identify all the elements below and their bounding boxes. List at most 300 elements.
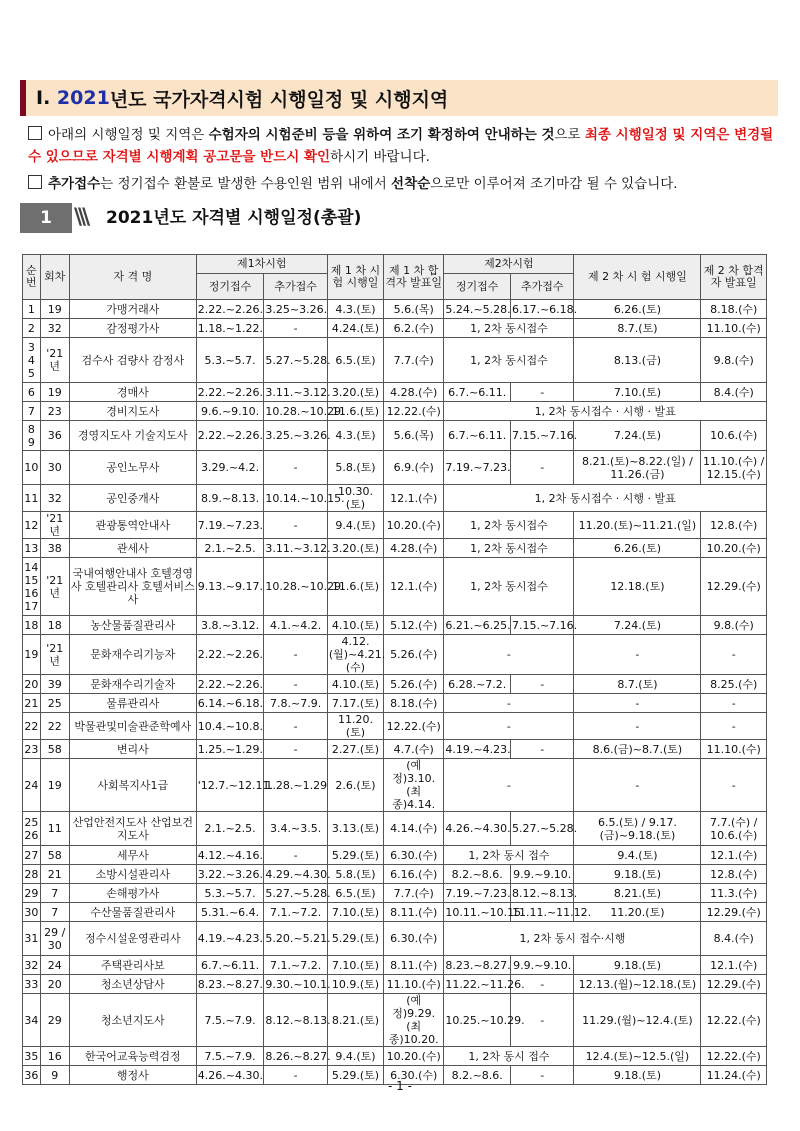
table-cell: 3.11.~3.12. — [264, 539, 327, 558]
table-cell: 5.12.(수) — [384, 616, 444, 635]
table-row — [23, 713, 767, 740]
table-cell: 농산물품질관리사 — [69, 616, 196, 635]
table-cell: 4.26.~4.30. — [196, 1066, 264, 1085]
table-cell: - — [264, 635, 327, 675]
table-cell: 가맹거래사 — [69, 300, 196, 319]
table-cell: 22 — [40, 713, 69, 740]
table-cell: 소방시설관리사 — [69, 865, 196, 884]
title-text: 년도 국가자격시험 시행일정 및 시행지역 — [109, 88, 449, 111]
table-cell: 10.20.(수) — [384, 1047, 444, 1066]
table-cell: 11.10.(수) — [701, 319, 767, 338]
table-cell: - — [264, 451, 327, 485]
table-cell: - — [510, 740, 573, 759]
table-cell: 12.22.(수) — [701, 994, 767, 1047]
table-row — [23, 616, 767, 635]
table-cell: 사회복지사1급 — [69, 759, 196, 812]
table-cell: 3.20.(토) — [327, 539, 383, 558]
checkbox-bullet-icon — [28, 126, 42, 140]
table-cell: 공인노무사 — [69, 451, 196, 485]
table-row — [23, 812, 767, 846]
table-cell: 7.19.~7.23. — [196, 512, 264, 539]
table-cell: 감정평가사 — [69, 319, 196, 338]
table-cell: '21년 — [40, 635, 69, 675]
table-cell: 행정사 — [69, 1066, 196, 1085]
table-cell: 7 — [40, 884, 69, 903]
table-cell: 10.14.~10.15. — [264, 485, 327, 512]
table-cell: 수산물품질관리사 — [69, 903, 196, 922]
table-cell: 6 — [23, 383, 41, 402]
table-cell: 5.3.~5.7. — [196, 338, 264, 383]
table-cell: 3 4 5 — [23, 338, 41, 383]
table-cell: 6.7.~6.11. — [196, 956, 264, 975]
table-cell: 4.3.(토) — [327, 300, 383, 319]
table-cell: 5.8.(토) — [327, 451, 383, 485]
table-cell: 7.10.(토) — [327, 956, 383, 975]
table-cell: 12.29.(수) — [701, 903, 767, 922]
table-cell: 5.27.~5.28. — [510, 812, 573, 846]
table-cell: 28 — [23, 865, 41, 884]
header-extra2: 추가접수 — [510, 274, 573, 300]
header-regular2: 정기접수 — [444, 274, 511, 300]
table-cell: 10.28.~10.29. — [264, 402, 327, 421]
section-number: 1 — [20, 203, 72, 233]
table-cell: 14 15 16 17 — [23, 558, 41, 616]
table-row — [23, 694, 767, 713]
table-cell: 변리사 — [69, 740, 196, 759]
table-cell: 9.18.(토) — [574, 865, 701, 884]
table-cell: 3.8.~3.12. — [196, 616, 264, 635]
table-cell: 12.4.(토)~12.5.(일) — [574, 1047, 701, 1066]
table-cell: 8.23.~8.27. — [444, 956, 511, 975]
table-cell: 5.20.~5.21. — [264, 922, 327, 956]
table-cell: 2.22.~2.26. — [196, 421, 264, 451]
table-cell: 1, 2차 동시접수 — [444, 319, 574, 338]
table-cell: 4.26.~4.30. — [444, 812, 511, 846]
table-cell: - — [701, 635, 767, 675]
table-cell: 7.15.~7.16. — [510, 616, 573, 635]
table-cell: 19 — [40, 383, 69, 402]
table-cell: 12.8.(수) — [701, 865, 767, 884]
table-cell: 8.18.(수) — [701, 300, 767, 319]
table-row — [23, 675, 767, 694]
table-cell: 12.22.(수) — [384, 713, 444, 740]
table-cell: 6.14.~6.18. — [196, 694, 264, 713]
table-cell: 33 — [23, 975, 41, 994]
table-cell: 공인중개사 — [69, 485, 196, 512]
table-cell: '21년 — [40, 512, 69, 539]
table-cell: 10.6.(수) — [701, 421, 767, 451]
table-row — [23, 421, 767, 451]
table-cell: 1, 2차 동시 접수 — [444, 1047, 574, 1066]
table-cell: 8.21.(토) — [327, 994, 383, 1047]
table-cell: - — [510, 383, 573, 402]
table-cell: 32 — [40, 485, 69, 512]
table-row — [23, 319, 767, 338]
table-cell: 7.24.(토) — [574, 616, 701, 635]
header-first-exam: 제1차시험 — [196, 255, 327, 274]
table-cell: 8.23.~8.27. — [196, 975, 264, 994]
table-cell: 12.13.(월)~12.18.(토) — [574, 975, 701, 994]
table-row — [23, 846, 767, 865]
table-cell: 22 — [23, 713, 41, 740]
table-cell: 1, 2차 동시접수 — [444, 539, 574, 558]
table-row — [23, 539, 767, 558]
checkbox-bullet-icon — [28, 175, 42, 189]
table-cell: 2.22.~2.26. — [196, 383, 264, 402]
table-cell: 1.18.~1.22. — [196, 319, 264, 338]
table-cell: 11.20.(토) — [327, 713, 383, 740]
table-cell: 관세사 — [69, 539, 196, 558]
table-cell: - — [510, 1066, 573, 1085]
table-cell: - — [264, 675, 327, 694]
table-cell: 24 — [23, 759, 41, 812]
table-cell: 4.10.(토) — [327, 616, 383, 635]
table-cell: 2 — [23, 319, 41, 338]
table-cell: 4.10.(토) — [327, 675, 383, 694]
table-cell: 6.30.(수) — [384, 1066, 444, 1085]
header-first-pass: 제 1 차 합격자 발표일 — [384, 255, 444, 300]
table-cell: 2.22.~2.26. — [196, 635, 264, 675]
header-extra: 추가접수 — [264, 274, 327, 300]
table-cell: 7.8.~7.9. — [264, 694, 327, 713]
table-cell: 4.29.~4.30. — [264, 865, 327, 884]
header-second-exam: 제2차시험 — [444, 255, 574, 274]
table-cell: 7.1.~7.2. — [264, 956, 327, 975]
table-cell: 5.6.(목) — [384, 421, 444, 451]
table-cell: 4.7.(수) — [384, 740, 444, 759]
table-cell: 6.30.(수) — [384, 846, 444, 865]
table-cell: 7 — [23, 402, 41, 421]
table-cell: 18 — [23, 616, 41, 635]
table-cell: 8.11.(수) — [384, 903, 444, 922]
table-cell: 5.24.~5.28. — [444, 300, 511, 319]
table-cell: 7.7.(수) — [384, 338, 444, 383]
table-row — [23, 558, 767, 616]
table-cell: (예정)3.10. (최종)4.14. — [384, 759, 444, 812]
table-cell: 7.5.~7.9. — [196, 1047, 264, 1066]
table-cell: - — [510, 675, 573, 694]
table-cell: 5.29.(토) — [327, 922, 383, 956]
table-cell: 32 — [23, 956, 41, 975]
table-row — [23, 451, 767, 485]
table-row — [23, 759, 767, 812]
page-number: - 1 - — [388, 1079, 412, 1093]
table-cell: 18 — [40, 616, 69, 635]
table-cell: 9.13.~9.17. — [196, 558, 264, 616]
table-cell: 11.10.(수) — [701, 740, 767, 759]
table-cell: - — [701, 713, 767, 740]
title-roman: Ⅰ. — [36, 87, 51, 109]
table-cell: 문화재수리기술자 — [69, 675, 196, 694]
table-cell: 6.5.(토) — [327, 884, 383, 903]
table-cell: 12.1.(수) — [384, 558, 444, 616]
table-cell: 13 — [23, 539, 41, 558]
table-cell: 30 — [40, 451, 69, 485]
table-cell: 2.22.~2.26. — [196, 675, 264, 694]
table-cell: - — [264, 512, 327, 539]
table-row — [23, 402, 767, 421]
table-cell: 4.12.~4.16. — [196, 846, 264, 865]
table-cell: 경영지도사 기술지도사 — [69, 421, 196, 451]
table-cell: 4.14.(수) — [384, 812, 444, 846]
table-cell: 7.10.(토) — [327, 903, 383, 922]
table-cell: - — [574, 713, 701, 740]
table-cell: - — [444, 635, 574, 675]
table-cell: 10.9.(토) — [327, 975, 383, 994]
table-cell: 문화재수리기능자 — [69, 635, 196, 675]
table-cell: 1, 2차 동시접수 · 시행 · 발표 — [444, 402, 767, 421]
table-cell: 25 — [40, 694, 69, 713]
notice-extra-registration: 추가접수는 정기접수 환불로 발생한 수용인원 범위 내에서 선착순으로만 이루어져 조기마감 될 수 있습니다. — [28, 173, 780, 195]
table-cell: 1, 2차 동시접수 — [444, 338, 574, 383]
table-cell: 4.24.(토) — [327, 319, 383, 338]
header-cert: 자 격 명 — [69, 255, 196, 300]
table-cell: 9.8.(수) — [701, 338, 767, 383]
table-cell: 5.31.~6.4. — [196, 903, 264, 922]
table-cell: 5.26.(수) — [384, 675, 444, 694]
table-cell: 6.5.(토) — [327, 338, 383, 383]
table-cell: 10.20.(수) — [701, 539, 767, 558]
table-cell: 2.6.(토) — [327, 759, 383, 812]
table-cell: 25 26 — [23, 812, 41, 846]
table-cell: 3.20.(토) — [327, 383, 383, 402]
table-cell: 9.4.(토) — [574, 846, 701, 865]
table-cell: 2.27.(토) — [327, 740, 383, 759]
header-no: 순번 — [23, 255, 41, 300]
table-cell: 8.7.(토) — [574, 319, 701, 338]
document-title — [20, 80, 778, 116]
table-cell: - — [444, 759, 574, 812]
table-cell: 21 — [40, 865, 69, 884]
table-cell: 3.29.~4.2. — [196, 451, 264, 485]
table-cell: 11.6.(토) — [327, 402, 383, 421]
table-cell: 4.19.~4.23. — [196, 922, 264, 956]
table-cell: 12.29.(수) — [701, 975, 767, 994]
table-cell: 11 — [23, 485, 41, 512]
table-cell: 산업안전지도사 산업보건지도사 — [69, 812, 196, 846]
table-row — [23, 865, 767, 884]
table-row — [23, 994, 767, 1047]
table-cell: 39 — [40, 675, 69, 694]
table-cell: 3.11.~3.12. — [264, 383, 327, 402]
table-cell: 11.20.(토)~11.21.(일) — [574, 512, 701, 539]
table-cell: - — [701, 759, 767, 812]
table-cell: '21년 — [40, 338, 69, 383]
table-row — [23, 485, 767, 512]
table-cell: 7.7.(수) — [384, 884, 444, 903]
table-body — [23, 300, 767, 1085]
table-cell: 9.18.(토) — [574, 1066, 701, 1085]
table-cell: 12.1.(수) — [384, 485, 444, 512]
table-cell: 29 — [23, 884, 41, 903]
table-cell: 8.2.~8.6. — [444, 1066, 511, 1085]
table-cell: 경비지도사 — [69, 402, 196, 421]
table-cell: 8.7.(토) — [574, 675, 701, 694]
table-cell: 11.29.(월)~12.4.(토) — [574, 994, 701, 1047]
header-second-pass: 제 2 차 합격자 발표일 — [701, 255, 767, 300]
table-cell: 4.19.~4.23. — [444, 740, 511, 759]
table-cell: 4.28.(수) — [384, 383, 444, 402]
table-cell: 6.2.(수) — [384, 319, 444, 338]
table-cell: 경매사 — [69, 383, 196, 402]
table-cell: 8.25.(수) — [701, 675, 767, 694]
table-cell: 6.5.(토) / 9.17.(금)~9.18.(토) — [574, 812, 701, 846]
table-cell: 36 — [40, 421, 69, 451]
table-cell: 38 — [40, 539, 69, 558]
table-cell: 8.12.~8.13. — [510, 884, 573, 903]
table-cell: 29 — [40, 994, 69, 1047]
table-cell: 3.25~3.26. — [264, 300, 327, 319]
table-cell: - — [264, 319, 327, 338]
table-cell: 8.4.(수) — [701, 383, 767, 402]
table-cell: - — [264, 713, 327, 740]
table-cell: 58 — [40, 740, 69, 759]
table-cell: 8.6.(금)~8.7.(토) — [574, 740, 701, 759]
table-cell: 7.19.~7.23. — [444, 884, 511, 903]
table-cell: 2.22.~2.26. — [196, 300, 264, 319]
table-cell: - — [264, 1066, 327, 1085]
table-cell: 9.9.~9.10. — [510, 865, 573, 884]
table-cell: 1, 2차 동시 접수 — [444, 846, 574, 865]
table-row — [23, 956, 767, 975]
table-cell: 20 — [23, 675, 41, 694]
table-cell: 7.7.(수) / 10.6.(수) — [701, 812, 767, 846]
header-regular: 정기접수 — [196, 274, 264, 300]
table-cell: 10.30.(토) — [327, 485, 383, 512]
table-cell: - — [444, 713, 574, 740]
table-cell: 10.11.~10.15. — [444, 903, 511, 922]
table-cell: 6.16.(수) — [384, 865, 444, 884]
table-cell: - — [444, 694, 574, 713]
table-cell: 8.21.(토)~8.22.(일) / 11.26.(금) — [574, 451, 701, 485]
table-cell: - — [264, 740, 327, 759]
table-cell: 7.15.~7.16. — [510, 421, 573, 451]
table-cell: 11 — [40, 812, 69, 846]
table-cell: 7.17.(토) — [327, 694, 383, 713]
table-cell: 관광통역안내사 — [69, 512, 196, 539]
table-cell: - — [574, 635, 701, 675]
table-cell: 19 — [40, 759, 69, 812]
section-title: 2021년도 자격별 시행일정(총괄) — [106, 208, 362, 228]
table-cell: 8.2.~8.6. — [444, 865, 511, 884]
table-cell: 5.29.(토) — [327, 1066, 383, 1085]
table-cell: 5.8.(토) — [327, 865, 383, 884]
table-cell: 58 — [40, 846, 69, 865]
table-cell: 8.26.~8.27. — [264, 1047, 327, 1066]
table-cell: 7.1.~7.2. — [264, 903, 327, 922]
table-cell: 9 — [40, 1066, 69, 1085]
table-row — [23, 740, 767, 759]
table-cell: 34 — [23, 994, 41, 1047]
table-cell: 손해평가사 — [69, 884, 196, 903]
table-cell: '21년 — [40, 558, 69, 616]
table-header — [23, 255, 767, 300]
table-cell: 32 — [40, 319, 69, 338]
table-cell: 10 — [23, 451, 41, 485]
table-row — [23, 922, 767, 956]
table-row — [23, 884, 767, 903]
table-cell: 1.28.~1.29 — [264, 759, 327, 812]
table-cell: 1, 2차 동시접수 — [444, 558, 574, 616]
table-cell: 6.17.~6.18. — [510, 300, 573, 319]
table-cell: 8.13.(금) — [574, 338, 701, 383]
table-cell: 6.7.~6.11. — [444, 383, 511, 402]
table-cell: 11.10.(수) — [384, 975, 444, 994]
table-cell: - — [574, 694, 701, 713]
table-cell: '12.7.~12.11. — [196, 759, 264, 812]
table-cell: 7.24.(토) — [574, 421, 701, 451]
table-cell: 9.6.~9.10. — [196, 402, 264, 421]
table-cell: 6.26.(토) — [574, 539, 701, 558]
table-row — [23, 300, 767, 319]
table-cell: 12.8.(수) — [701, 512, 767, 539]
table-cell: 11.11.~11.12. — [510, 903, 573, 922]
table-cell: 8.9.~8.13. — [196, 485, 264, 512]
table-cell: - — [510, 975, 573, 994]
table-cell: - — [701, 694, 767, 713]
table-cell: 9.4.(토) — [327, 512, 383, 539]
table-cell: 6.26.(토) — [574, 300, 701, 319]
table-cell: 7.5.~7.9. — [196, 994, 264, 1047]
notice-schedule: 아래의 시행일정 및 지역은 수험자의 시험준비 등을 위하여 조기 확정하여 안내하는 것으로 최종 시행일정 및 지역은 변경될 수 있으므로 자격별 시행계획 공고문을 반드시 확인하시기 바랍니다. — [28, 127, 774, 165]
table-cell: 8.18.(수) — [384, 694, 444, 713]
table-cell: 1.25.~1.29. — [196, 740, 264, 759]
table-cell: 12.22.(수) — [384, 402, 444, 421]
table-cell: 27 — [23, 846, 41, 865]
table-cell: 7.10.(토) — [574, 383, 701, 402]
table-row — [23, 903, 767, 922]
table-cell: 12.22.(수) — [701, 1047, 767, 1066]
table-cell: 36 — [23, 1066, 41, 1085]
header-first-date: 제 1 차 시 험 시행일 — [327, 255, 383, 300]
table-cell: 9.30.~10.1. — [264, 975, 327, 994]
table-cell: 19 — [23, 635, 41, 675]
table-cell: 주택관리사보 — [69, 956, 196, 975]
table-cell: 박물관및미술관준학예사 — [69, 713, 196, 740]
table-cell: 청소년지도사 — [69, 994, 196, 1047]
table-cell: 10.4.~10.8. — [196, 713, 264, 740]
table-cell: 정수시설운영관리사 — [69, 922, 196, 956]
table-cell: 11.10.(수) / 12.15.(수) — [701, 451, 767, 485]
table-cell: - — [510, 451, 573, 485]
table-cell: 8.12.~8.13. — [264, 994, 327, 1047]
table-cell: 11.3.(수) — [701, 884, 767, 903]
table-cell: 11.22.~11.26. — [444, 975, 511, 994]
table-cell: 19 — [40, 300, 69, 319]
table-cell: 10.20.(수) — [384, 512, 444, 539]
table-cell: 8.11.(수) — [384, 956, 444, 975]
table-cell: 29 / 30 — [40, 922, 69, 956]
table-cell: 24 — [40, 956, 69, 975]
table-cell: 11.20.(토) — [574, 903, 701, 922]
table-cell: 3.22.~3.26. — [196, 865, 264, 884]
table-cell: 3.25.~3.26. — [264, 421, 327, 451]
table-row — [23, 1047, 767, 1066]
table-cell: 10.25.~10.29. — [444, 994, 511, 1047]
table-cell: - — [510, 994, 573, 1047]
table-cell: 국내여행안내사 호텔경영사 호텔관리사 호텔서비스사 — [69, 558, 196, 616]
table-cell: 8.21.(토) — [574, 884, 701, 903]
table-cell: 6.7.~6.11. — [444, 421, 511, 451]
table-cell: 한국어교육능력검정 — [69, 1047, 196, 1066]
table-cell: 7 — [40, 903, 69, 922]
table-row — [23, 512, 767, 539]
table-cell: 5.26.(수) — [384, 635, 444, 675]
table-cell: 1, 2차 동시 접수·시행 — [444, 922, 701, 956]
table-cell: 6.9.(수) — [384, 451, 444, 485]
table-cell: 6.21.~6.25. — [444, 616, 511, 635]
header-second-date: 제 2 차 시 험 시행일 — [574, 255, 701, 300]
